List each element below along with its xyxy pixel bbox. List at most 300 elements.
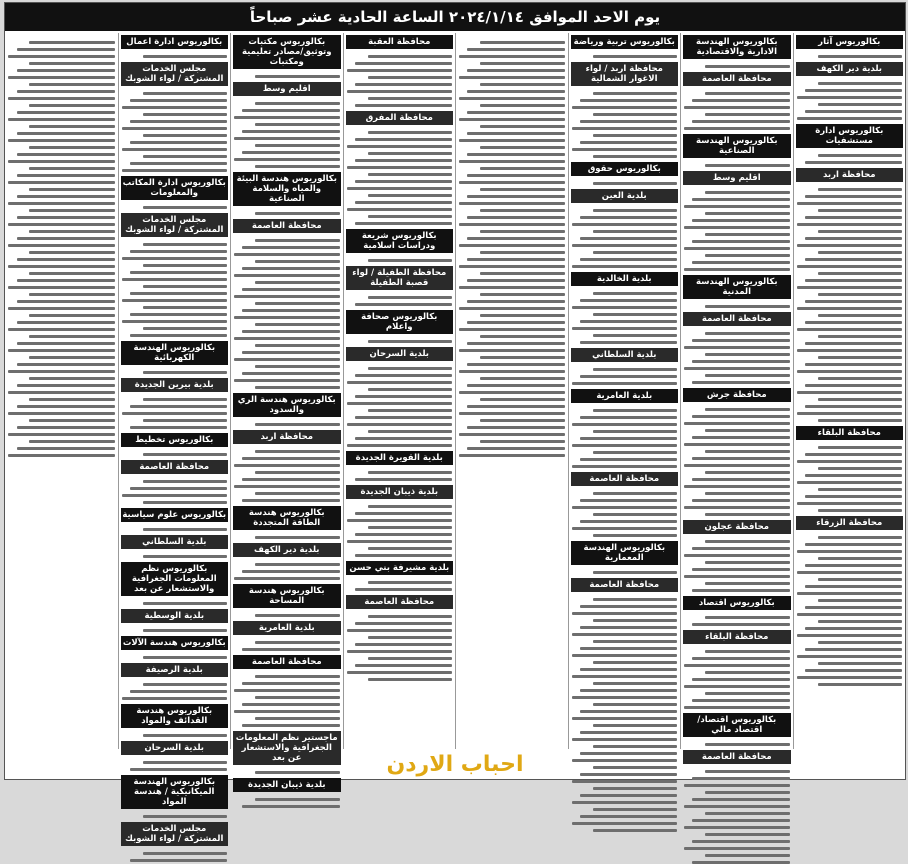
section [121, 62, 229, 172]
name-line [593, 55, 677, 58]
name-line [818, 55, 902, 58]
name-line [480, 209, 564, 212]
name-line [255, 641, 339, 644]
name-line [29, 377, 114, 380]
name-line [572, 738, 678, 741]
name-line [255, 471, 339, 474]
name-line [705, 164, 789, 167]
name-line [705, 212, 789, 215]
name-line [692, 219, 789, 222]
name-line [580, 258, 677, 261]
section-heading: بكالوريوس هندسة الآلات [121, 636, 229, 650]
name-line [143, 629, 227, 632]
name-line [355, 159, 452, 162]
names-list [571, 486, 679, 537]
section-heading: بكالوريوس تخطيط [121, 433, 229, 447]
section [683, 72, 791, 130]
name-line [797, 328, 903, 331]
section [233, 430, 341, 502]
name-line [355, 201, 452, 204]
name-line [692, 339, 789, 342]
name-line [572, 675, 678, 678]
section [346, 35, 454, 107]
name-line [805, 543, 902, 546]
name-line [459, 265, 565, 268]
section-heading: بكالوريوس الهندسة المدنية [683, 275, 791, 299]
name-line [705, 791, 789, 794]
name-line [593, 313, 677, 316]
name-line [692, 120, 789, 123]
name-line [480, 125, 564, 128]
name-line [242, 648, 339, 651]
section-heading: محافظة الطفيلة / لواء قصبة الطفيلة [346, 266, 454, 290]
section [233, 219, 341, 389]
name-line [29, 167, 114, 170]
name-line [818, 377, 902, 380]
name-line [8, 349, 115, 352]
name-line [368, 581, 452, 584]
name-line [805, 585, 902, 588]
section-heading: مجلس الخدمات المشتركة / لواء الشوبك [121, 822, 229, 846]
section-heading: محافظة جرش [683, 388, 791, 402]
name-line [234, 358, 340, 361]
name-line [580, 320, 677, 323]
name-line [355, 180, 452, 183]
name-line [797, 502, 903, 505]
name-line [17, 153, 115, 156]
name-line [692, 819, 789, 822]
name-line [572, 527, 678, 530]
section-heading: بكالوريوس الهندسة الميكانيكية / هندسة المواد [121, 775, 229, 809]
name-line [593, 640, 677, 643]
name-line [242, 246, 339, 249]
name-line [705, 305, 789, 308]
names-list [121, 522, 229, 531]
name-line [459, 328, 565, 331]
section-heading: بكالوريوس تربية ورياضة [571, 35, 679, 49]
name-line [580, 237, 677, 240]
name-line [593, 368, 677, 371]
section [683, 630, 791, 709]
names-list [233, 233, 341, 389]
name-line [818, 398, 902, 401]
name-line [130, 99, 227, 102]
name-line [467, 426, 564, 429]
section [121, 176, 229, 209]
names-list [7, 35, 116, 457]
name-line [368, 367, 452, 370]
section [796, 168, 904, 422]
name-line [255, 365, 339, 368]
section [233, 172, 341, 215]
name-line [705, 450, 789, 453]
name-line [459, 202, 565, 205]
section-heading: بكالوريوس اقتصاد/اقتصاد مالي [683, 713, 791, 737]
section-heading: بكالوريوس هندسة البيئة والمياه والسلامة الصناعية [233, 172, 341, 206]
section [683, 713, 791, 746]
name-line [593, 703, 677, 706]
name-line [580, 499, 677, 502]
section [121, 822, 229, 862]
name-line [705, 374, 789, 377]
section-heading: بلدية ذيبان الجديدة [346, 485, 454, 499]
name-line [29, 188, 114, 191]
name-line [705, 492, 789, 495]
name-line [143, 206, 227, 209]
name-line [143, 264, 227, 267]
name-line [705, 353, 789, 356]
section-heading: بلدية السلطاني [571, 348, 679, 362]
section [233, 621, 341, 651]
name-line [797, 117, 903, 120]
name-line [17, 447, 115, 450]
name-line [818, 230, 902, 233]
name-line [580, 689, 677, 692]
column-4 [455, 33, 568, 749]
name-line [255, 144, 339, 147]
name-line [818, 599, 902, 602]
name-line [684, 826, 790, 829]
section [121, 213, 229, 337]
name-line [684, 127, 790, 130]
section [683, 275, 791, 308]
name-line [459, 139, 565, 142]
name-line [692, 589, 789, 592]
section-heading: بلدية الرصيفة [121, 663, 229, 677]
name-line [242, 499, 339, 502]
names-list [121, 728, 229, 737]
name-line [130, 120, 227, 123]
name-line [355, 104, 452, 107]
name-line [480, 377, 564, 380]
section-heading: محافظة العاصمة [346, 595, 454, 609]
name-line [480, 62, 564, 65]
name-line [797, 613, 903, 616]
name-line [593, 209, 677, 212]
name-line [572, 465, 678, 468]
section-heading: بكالوريوس الهندسة الكهربائية [121, 341, 229, 365]
section-heading: محافظة عجلون [683, 520, 791, 534]
name-line [29, 125, 114, 128]
section [233, 506, 341, 539]
name-line [368, 388, 452, 391]
name-line [818, 641, 902, 644]
name-line [17, 342, 115, 345]
name-line [797, 634, 903, 637]
section-heading: بلدية بيرين الجديدة [121, 378, 229, 392]
name-line [797, 307, 903, 310]
name-line [459, 118, 565, 121]
name-line [593, 808, 677, 811]
name-line [705, 833, 789, 836]
name-line [122, 494, 228, 497]
name-line [8, 55, 115, 58]
section [683, 134, 791, 167]
name-line [684, 805, 790, 808]
name-line [818, 335, 902, 338]
section-heading: اقليم وسط [233, 82, 341, 96]
name-line [459, 160, 565, 163]
name-line [818, 188, 902, 191]
name-line [234, 137, 340, 140]
section [233, 778, 341, 808]
name-line [347, 381, 453, 384]
name-line [467, 132, 564, 135]
name-line [347, 187, 453, 190]
name-line [572, 127, 678, 130]
section-heading: محافظة العاصمة [571, 578, 679, 592]
name-line [143, 371, 227, 374]
name-line [8, 391, 115, 394]
names-list [121, 392, 229, 429]
section [121, 433, 229, 456]
section-heading: بكالوريوس هندسة القدائف والمواد [121, 704, 229, 728]
names-list [346, 499, 454, 557]
name-line [705, 191, 789, 194]
name-line [255, 281, 339, 284]
name-line [580, 794, 677, 797]
name-line [467, 300, 564, 303]
name-line [684, 706, 790, 709]
name-line [130, 313, 227, 316]
section [346, 595, 454, 681]
name-line [684, 575, 790, 578]
name-line [467, 363, 564, 366]
section [346, 451, 454, 481]
name-line [818, 293, 902, 296]
name-line [255, 798, 339, 801]
names-list [683, 610, 791, 626]
name-line [242, 805, 339, 808]
section [346, 111, 454, 225]
name-line [480, 188, 564, 191]
name-line [234, 689, 340, 692]
section [683, 35, 791, 68]
names-list [233, 669, 341, 727]
name-line [122, 320, 228, 323]
name-line [368, 97, 452, 100]
name-line [130, 405, 227, 408]
section-heading: محافظة اربد [796, 168, 904, 182]
name-line [467, 174, 564, 177]
name-line [29, 62, 114, 65]
names-list [233, 530, 341, 539]
name-line [572, 612, 678, 615]
section [346, 347, 454, 447]
name-line [467, 48, 564, 51]
name-line [572, 696, 678, 699]
name-line [572, 223, 678, 226]
name-line [580, 216, 677, 219]
name-line [355, 416, 452, 419]
names-list [683, 402, 791, 516]
names-list [683, 59, 791, 68]
name-line [255, 75, 339, 78]
name-line [8, 223, 115, 226]
name-line [797, 460, 903, 463]
section-heading: بلدية الخالدية [571, 272, 679, 286]
names-list [233, 608, 341, 617]
name-line [459, 223, 565, 226]
name-line [805, 363, 902, 366]
section-heading: محافظة المفرق [346, 111, 454, 125]
name-line [355, 437, 452, 440]
section-heading: بلدية العامرية [233, 621, 341, 635]
name-line [480, 419, 564, 422]
name-line [593, 334, 677, 337]
names-list [571, 565, 679, 574]
name-line [29, 272, 114, 275]
section [233, 393, 341, 426]
names-list [346, 125, 454, 225]
section-heading: محافظة العقبة [346, 35, 454, 49]
name-line [459, 307, 565, 310]
names-list [683, 158, 791, 167]
section-heading: بكالوريوس اقتصاد [683, 596, 791, 610]
section-heading: محافظة الزرقاء [796, 516, 904, 530]
name-line [797, 202, 903, 205]
name-line [797, 550, 903, 553]
name-line [684, 554, 790, 557]
name-line [368, 76, 452, 79]
name-line [143, 398, 227, 401]
section-heading: ماجستير نظم المعلومات الجغرافية والاستشعار عن بعد [233, 731, 341, 765]
name-line [255, 563, 339, 566]
name-line [572, 801, 678, 804]
name-line [480, 440, 564, 443]
section [683, 596, 791, 626]
section-heading: بلدية القويرة الجديدة [346, 451, 454, 465]
section-heading: اقليم وسط [683, 171, 791, 185]
name-line [242, 109, 339, 112]
name-line [143, 528, 227, 531]
name-line [234, 158, 340, 161]
name-line [684, 205, 790, 208]
name-line [480, 293, 564, 296]
name-line [467, 195, 564, 198]
name-line [17, 384, 115, 387]
name-line [29, 41, 114, 44]
section-heading: محافظة العاصمة [233, 219, 341, 233]
name-line [593, 409, 677, 412]
name-line [234, 116, 340, 119]
names-list [233, 69, 341, 78]
name-line [705, 254, 789, 257]
name-line [8, 433, 115, 436]
name-line [818, 251, 902, 254]
names-list [796, 148, 904, 164]
names-list [346, 290, 454, 306]
name-line [797, 349, 903, 352]
name-line [684, 685, 790, 688]
name-line [572, 148, 678, 151]
name-line [705, 65, 789, 68]
name-line [234, 337, 340, 340]
names-list [121, 846, 229, 862]
names-list [571, 86, 679, 158]
name-line [255, 423, 339, 426]
name-line [29, 440, 114, 443]
name-line [480, 104, 564, 107]
name-line [467, 90, 564, 93]
name-line [347, 402, 453, 405]
name-line [143, 501, 227, 504]
name-line [242, 309, 339, 312]
section [571, 541, 679, 574]
name-line [593, 430, 677, 433]
name-line [580, 416, 677, 419]
name-line [368, 173, 452, 176]
section-heading: بلدية مشيرفة بني حسن [346, 561, 454, 575]
name-line [797, 481, 903, 484]
section-heading: محافظة اربد / لواء الاغوار الشمالية [571, 62, 679, 86]
name-line [593, 661, 677, 664]
name-line [805, 405, 902, 408]
names-list [233, 635, 341, 651]
names-list [796, 530, 904, 686]
names-list [121, 365, 229, 374]
name-line [122, 106, 228, 109]
name-line [480, 272, 564, 275]
name-line [8, 307, 115, 310]
column-3 [568, 33, 681, 749]
name-line [580, 299, 677, 302]
name-line [797, 391, 903, 394]
name-line [234, 464, 340, 467]
name-line [355, 588, 452, 591]
name-line [242, 682, 339, 685]
name-line [480, 167, 564, 170]
name-line [122, 278, 228, 281]
section-heading: مجلس الخدمات المشتركة / لواء الشوبك [121, 213, 229, 237]
name-line [355, 664, 452, 667]
name-line [355, 643, 452, 646]
name-line [355, 554, 452, 557]
section-heading: بلدية السلطاني [121, 535, 229, 549]
name-line [467, 69, 564, 72]
name-line [797, 676, 903, 679]
name-line [692, 547, 789, 550]
names-list [233, 417, 341, 426]
name-line [8, 97, 115, 100]
section-heading: محافظة العاصمة [233, 655, 341, 669]
name-line [143, 656, 227, 659]
name-line [242, 570, 339, 573]
name-line [572, 654, 678, 657]
names-list [683, 299, 791, 308]
name-line [692, 499, 789, 502]
name-line [692, 360, 789, 363]
name-line [242, 288, 339, 291]
name-line [705, 540, 789, 543]
name-line [17, 426, 115, 429]
name-line [805, 627, 902, 630]
name-line [580, 99, 677, 102]
name-line [255, 696, 339, 699]
name-line [368, 505, 452, 508]
name-line [29, 335, 114, 338]
name-line [17, 216, 115, 219]
footer-watermark: احباب الاردن [386, 752, 524, 777]
name-line [805, 321, 902, 324]
name-line [347, 444, 453, 447]
name-line [593, 787, 677, 790]
name-line [684, 664, 790, 667]
name-line [480, 230, 564, 233]
name-line [8, 328, 115, 331]
section-heading: بكالوريوس الهندسة الادارية والاقتصادية [683, 35, 791, 59]
name-line [459, 97, 565, 100]
